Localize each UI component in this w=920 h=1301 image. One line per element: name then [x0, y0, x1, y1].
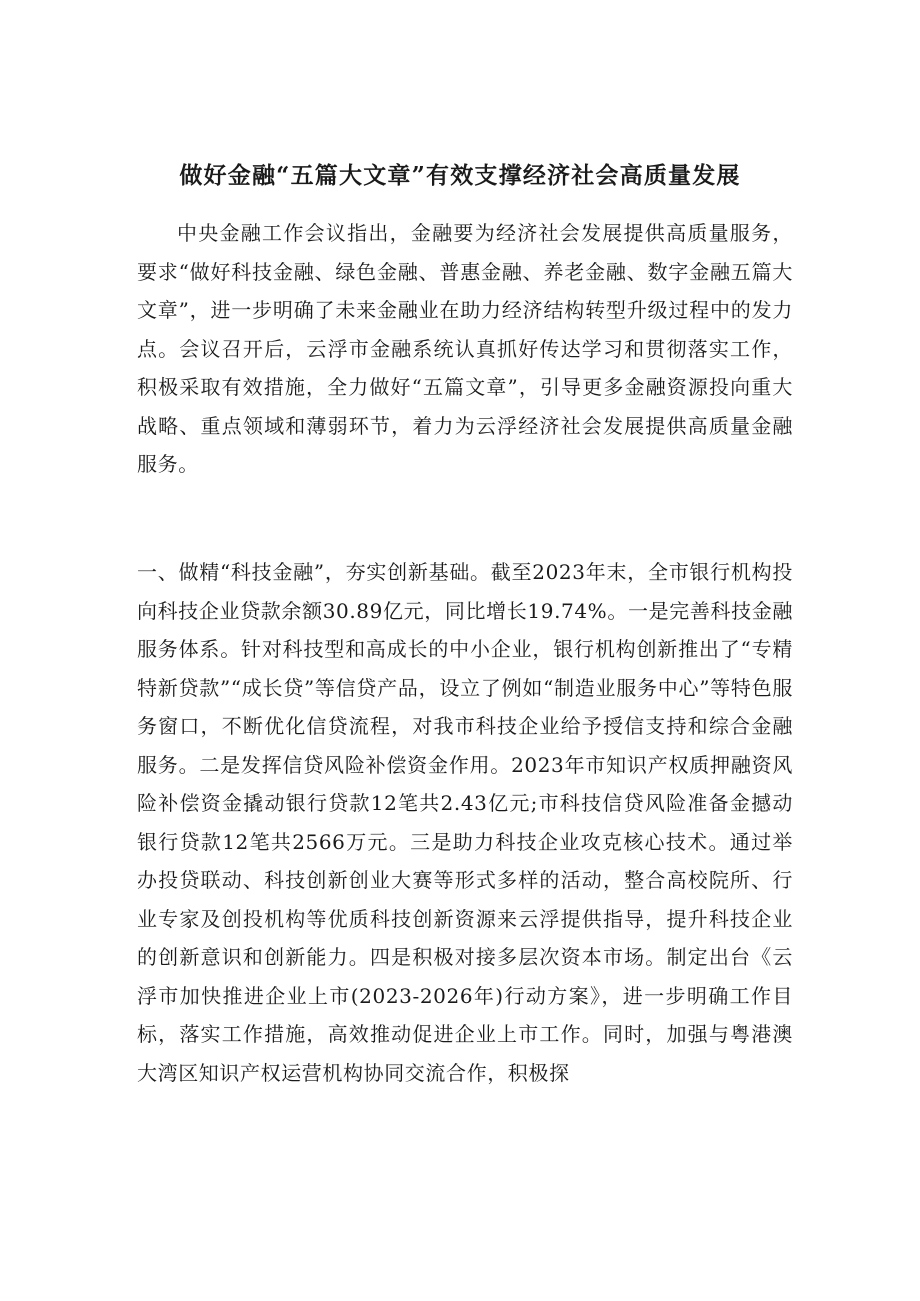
intro-paragraph: 中央金融工作会议指出，金融要为经济社会发展提供高质量服务，要求“做好科技金融、绿色金融、普惠金融、养老金融、数字金融五篇大文章”，进一步明确了未来金融业在助力经济结构转型升级过程中的发力点。会议召开后，云浮市金融系统认真抓好传达学习和贯彻落实工作，积极采取有效措施，全力做好“五篇文章”，引导更多金融资源投向重大战略、重点领域和薄弱环节，着力为云浮经济社会发展提供高质量金融服务。 [137, 221, 793, 476]
section-one-paragraph: 一、做精“科技金融”，夯实创新基础。截至2023年末，全市银行机构投向科技企业贷款余额30.89亿元，同比增长19.74%。一是完善科技金融服务体系。针对科技型和高成长的中小企业，银行机构创新推出了“专精特新贷款”“成长贷”等信贷产品，设立了例如“制造业服务中心”等特色服务窗口，不断优化信贷流程，对我市科技企业给予授信支持和综合金融服务。二是发挥信贷风险补偿资金作用。2023年市知识产权质押融资风险补偿资金撬动银行贷款12笔共2.43亿元;市科技信贷风险准备金撼动银行贷款12笔共2566万元。三是助力科技企业攻克核心技术。通过举办投贷联动、科技创新创业大赛等形式多样的活动，整合高校院所、行业专家及创投机构等优质科技创新资源来云浮提供指导，提升科技企业的创新意识和创新能力。四是积极对接多层次资本市场。制定出台《云浮市加快推进企业上市(2023-2026年)行动方案》，进一步明确工作目标，落实工作措施，高效推动促进企业上市工作。同时，加强与粤港澳大湾区知识产权运营机构协同交流合作，积极探 [137, 560, 793, 1085]
document-title: 做好金融“五篇大文章”有效支撑经济社会高质量发展 [179, 162, 741, 190]
